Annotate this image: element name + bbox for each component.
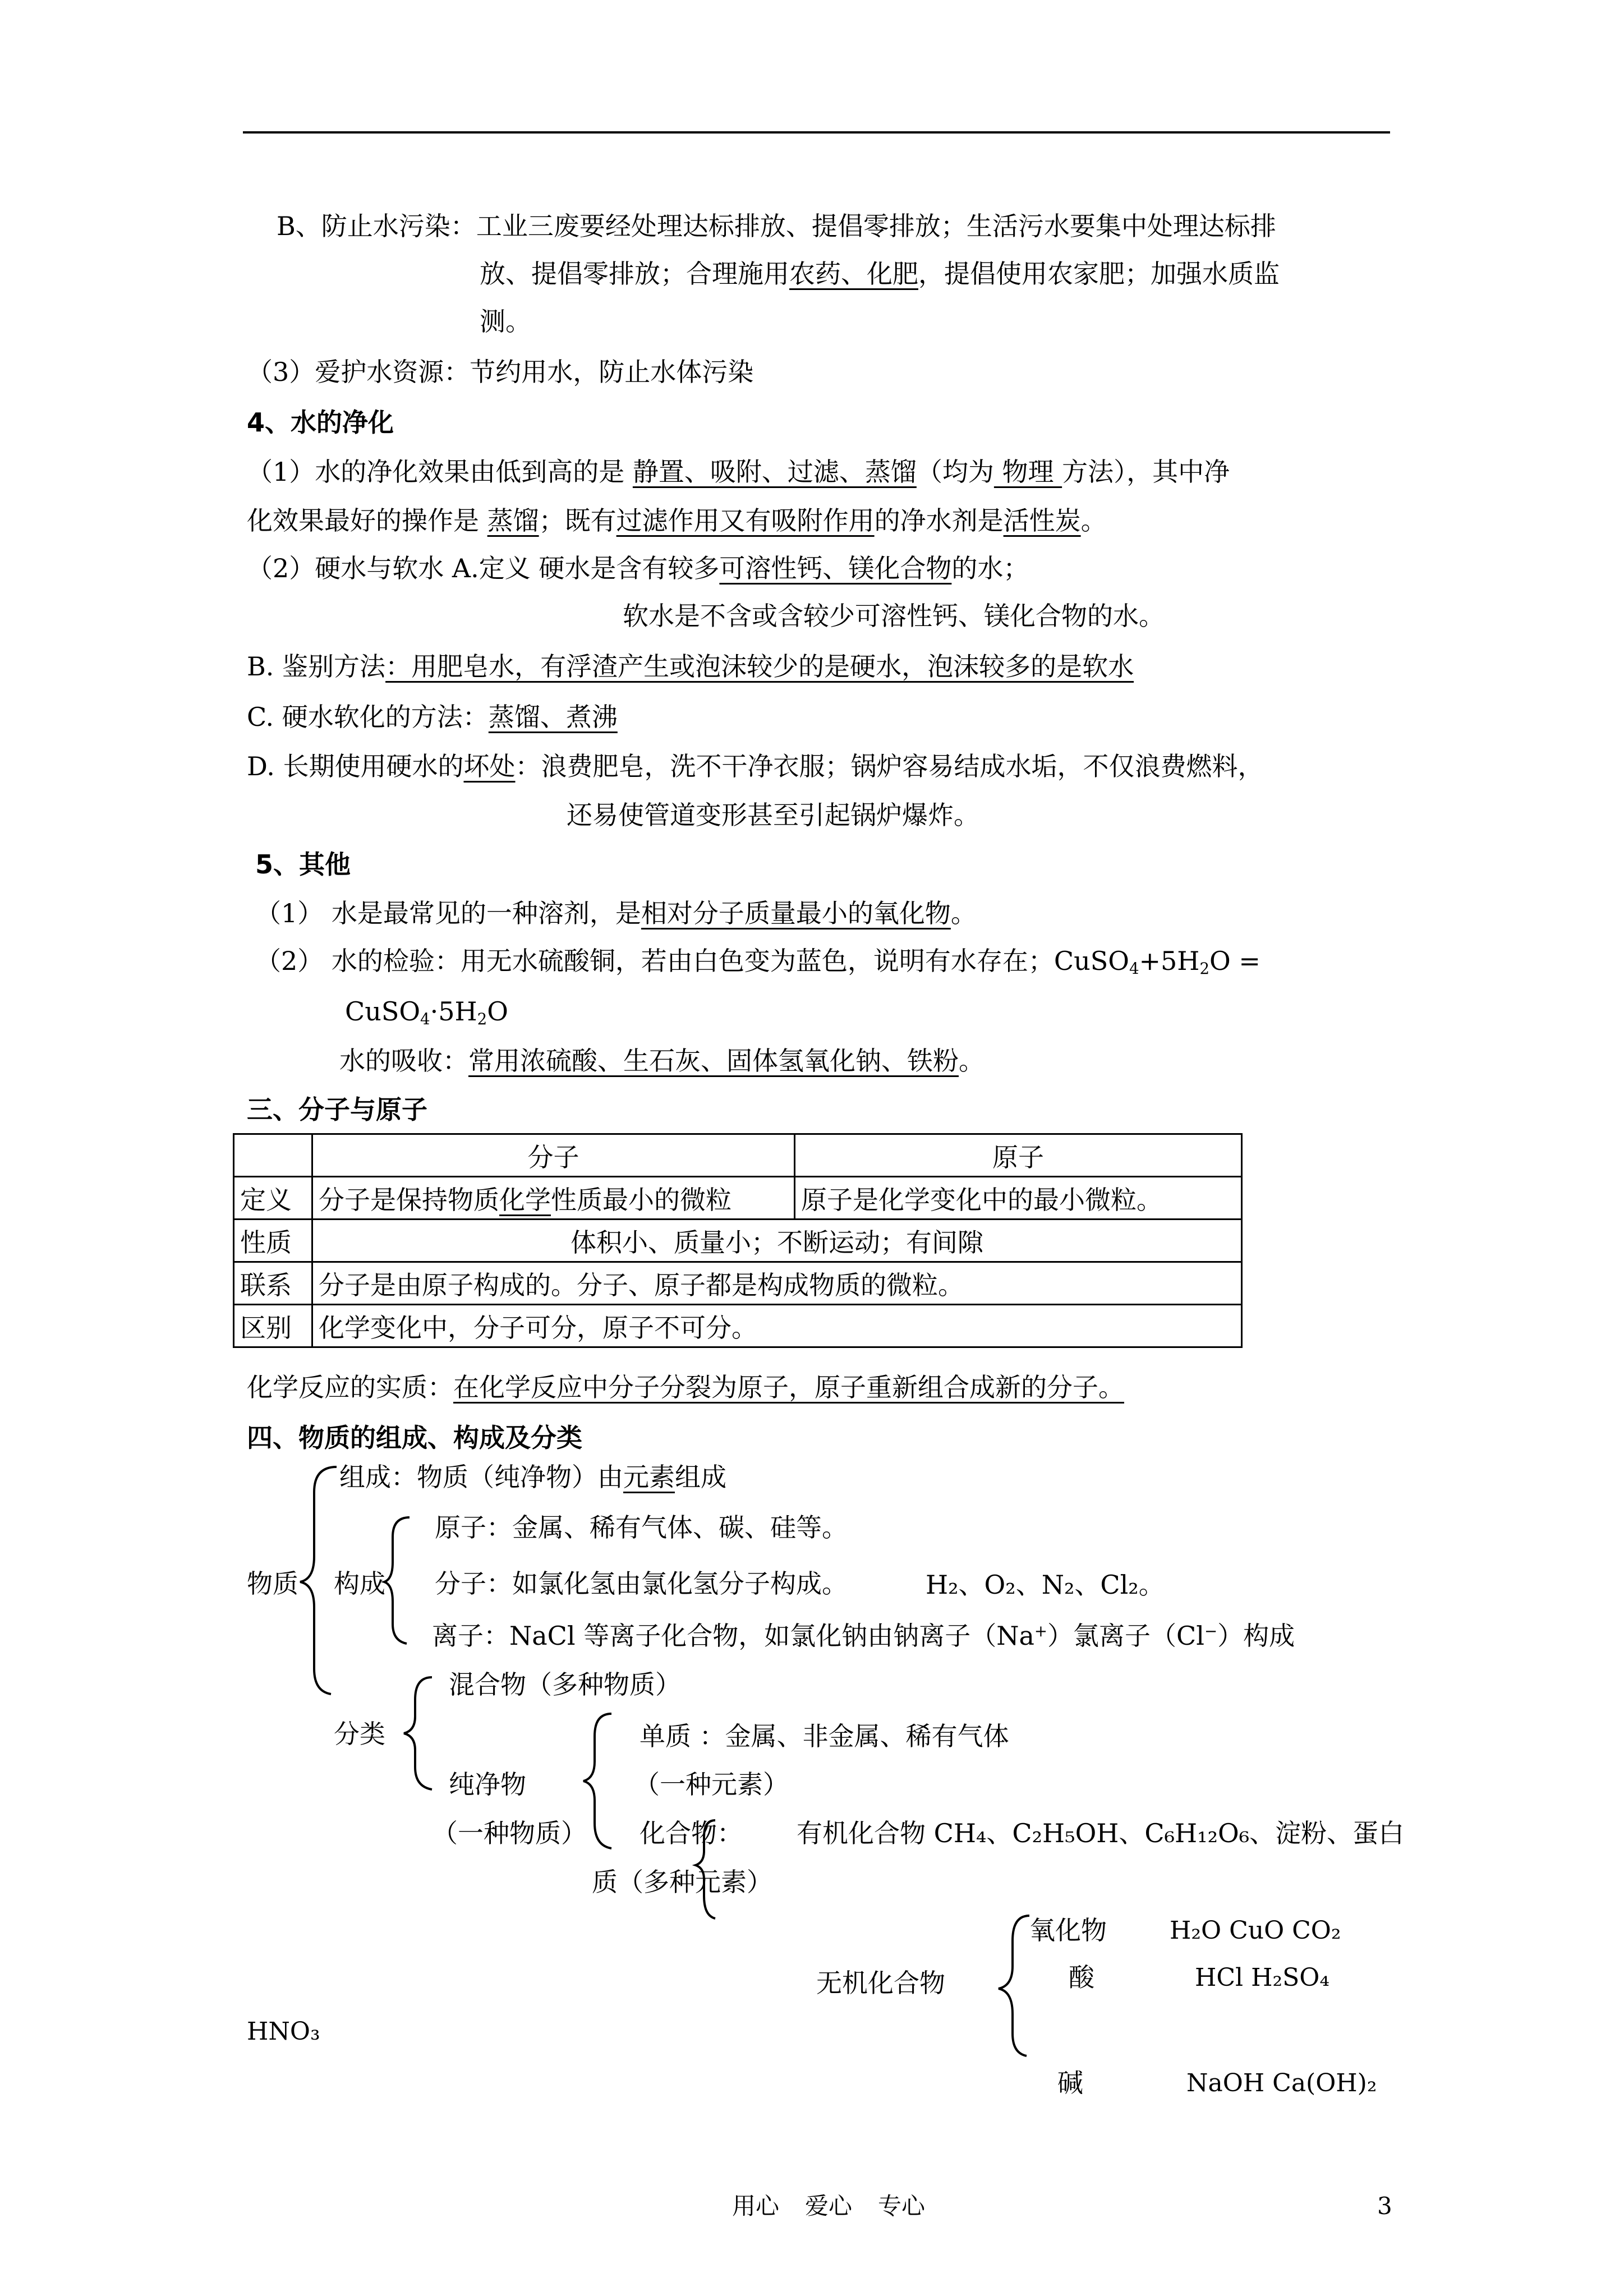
pure-note: （一种物质） [432,1818,587,1848]
others-heading: 5、其他 [255,849,351,880]
oxide-label: 氧化物 [1029,1915,1107,1945]
identify-method: B. 鉴别方法：用肥皂水，有浮渣产生或泡沫较少的是硬水，泡沫较多的是软水 [247,651,1134,682]
purification-heading: 4、水的净化 [247,407,394,438]
section3-heading: 三、分子与原子 [247,1094,427,1125]
classification-label: 分类 [334,1719,385,1749]
hard-water-harm-line2: 还易使管道变形甚至引起锅炉爆炸。 [567,800,979,830]
brace-inorganic [999,1916,1029,2056]
water-pollution-b: B、防止水污染：工业三废要经处理达标排放、提倡零排放；生活污水要集中处理达标排 [277,211,1276,241]
compound-label: 化合物： [640,1818,743,1848]
base-examples: NaOH Ca(OH)₂ [1186,2069,1377,2097]
brace-classification [404,1677,432,1789]
footer-motto-2: 爱心 [805,2192,853,2220]
molecule-definition: 分子是保持物质化学性质最小的微粒 [312,1177,795,1220]
header-rule [243,131,1390,134]
pure-label: 纯净物 [449,1769,526,1800]
brace-structure [384,1517,410,1644]
table-row [234,1134,1242,1177]
table-row [234,1177,1242,1220]
inorganic-label: 无机化合物 [816,1968,945,1998]
water-love-item: （3）爱护水资源：节约用水，防止水体污染 [247,357,754,387]
water-pollution-b-line3: 测。 [480,306,531,337]
row-label: 区别 [234,1305,312,1347]
table-row [234,1262,1242,1305]
water-pollution-b-line2: 放、提倡零排放；合理施用农药、化肥，提倡使用农家肥；加强水质监 [480,259,1280,289]
hard-water-definition: （2）硬水与软水 A.定义 硬水是含有较多可溶性钙、镁化合物的水； [247,553,1029,583]
molecule-atom-table [233,1133,1243,1348]
acid-examples-cont: HNO₃ [247,2017,320,2046]
row-label: 定义 [234,1177,312,1220]
hard-water-harm: D. 长期使用硬水的坏处：浪费肥皂，洗不干净衣服；锅炉容易结成水垢，不仅浪费燃料， [247,751,1264,781]
footer-motto-1: 用心 [732,2192,780,2220]
purification-p2: 化效果最好的操作是 蒸馏；既有过滤作用又有吸附作用的净水剂是活性炭。 [247,505,1107,536]
others-item1: （1） 水是最常见的一种溶剂，是相对分子质量最小的氧化物。 [255,898,977,928]
water-absorb: 水的吸收：常用浓硫酸、生石灰、固体氢氧化钠、铁粉。 [339,1046,984,1076]
composition-line: 组成：物质（纯净物）由元素组成 [339,1462,726,1492]
table-row [234,1220,1242,1262]
row-label: 性质 [234,1220,312,1262]
purification-p1: （1）水的净化效果由低到高的是 静置、吸附、过滤、蒸馏（均为 物理 方法），其中净 [247,457,1230,487]
footer-motto-3: 专心 [878,2192,926,2220]
copper-sulfate-formula: $CuSO_4\cdot 5H_2O$ [345,996,508,1028]
col-molecule: 分子 [312,1134,795,1177]
table-corner [234,1134,312,1177]
difference-value: 化学变化中，分子可分，原子不可分。 [312,1305,1242,1347]
base-label: 碱 [1057,2068,1083,2098]
ion-line: 离子：NaCl 等离子化合物，如氯化钠由钠离子（Na+）氯离子（Cl−）构成 [432,1621,1295,1651]
molecule-line: 分子：如氯化氢由氯化氢分子构成。 [435,1568,848,1599]
organic-line: 有机化合物 CH₄、C₂H₅OH、C₆H₁₂O₆、淀粉、蛋白 [797,1818,1405,1848]
element-note: （一种元素） [634,1769,789,1800]
atom-line: 原子：金属、稀有气体、碳、硅等。 [435,1512,848,1543]
reaction-essence: 化学反应的实质：在化学反应中分子分裂为原子，原子重新组合成新的分子。 [247,1372,1124,1402]
acid-label: 酸 [1069,1962,1094,1993]
section4-heading: 四、物质的组成、构成及分类 [247,1423,582,1453]
compound-note: 质（多种元素） [592,1867,772,1897]
table-row [234,1305,1242,1347]
page-number: 3 [1377,2192,1392,2220]
property-value: 体积小、质量小；不断运动；有间隙 [312,1220,1242,1262]
atom-definition: 原子是化学变化中的最小微粒。 [795,1177,1242,1220]
row-label: 联系 [234,1262,312,1305]
structure-label: 构成 [334,1568,385,1599]
relation-value: 分子是由原子构成的。分子、原子都是构成物质的微粒。 [312,1262,1242,1305]
brace-pure [583,1714,611,1848]
mixture-label: 混合物（多种物质） [449,1669,681,1700]
molecule-formulas: H₂、O₂、N₂、Cl₂。 [926,1570,1165,1600]
brace-substance [300,1467,337,1694]
oxide-examples: H₂O CuO CO₂ [1170,1916,1341,1945]
element-label: 单质 ：金属、非金属、稀有气体 [640,1721,1009,1751]
substance-label: 物质 [247,1568,298,1599]
col-atom: 原子 [795,1134,1242,1177]
soft-water-definition: 软水是不含或含较少可溶性钙、镁化合物的水。 [623,601,1165,631]
acid-examples: HCl H₂SO₄ [1195,1963,1329,1992]
softening-method: C. 硬水软化的方法：蒸馏、煮沸 [247,702,618,732]
others-item2: （2） 水的检验：用无水硫酸铜，若由白色变为蓝色，说明有水存在；$CuSO_4+5H_2O$ = [255,946,1260,978]
